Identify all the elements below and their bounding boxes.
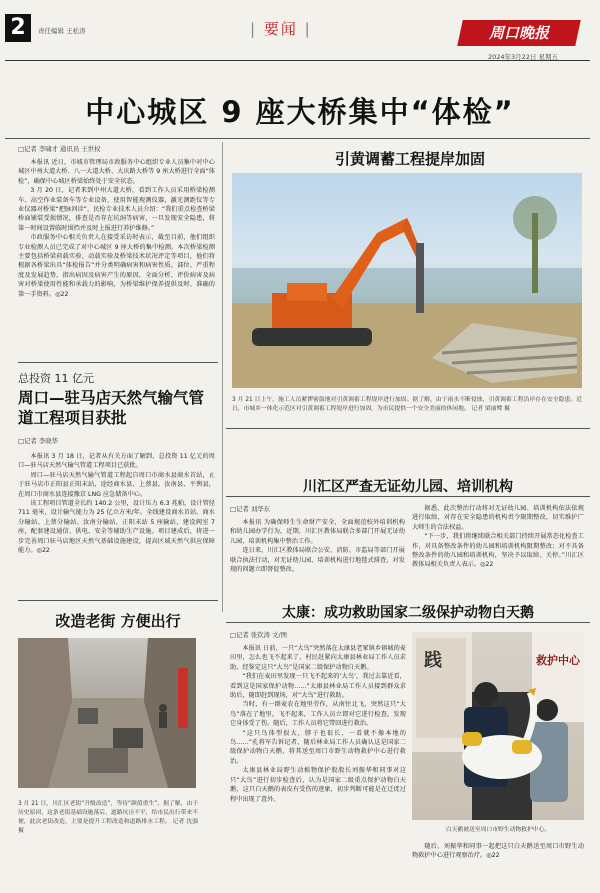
header-rule <box>5 60 590 61</box>
paragraph: 本报讯 近日，市城市管理局市政服务中心组织专业人员集中对中心城区中州大道大桥、八一大道大桥、大庆路大桥等 9 座大桥进行全面“体检”，确保中心城区桥梁始终处于安全状态。 <box>18 159 215 185</box>
excavator-illustration <box>232 173 582 388</box>
section-title: | 要闻 | <box>250 20 312 38</box>
brand-name: 周口晚报 <box>488 24 549 42</box>
paragraph: 周口—驻马店天然气输气管道工程起自周口市商水县商水首站，止于驻马店市正阳县正阳末站，途经商水县、上蔡县、汝南县、平舆县，在周口市商水县连接豫京 LNG 应急储备中心。 <box>18 471 215 498</box>
paragraph: 市政服务中心相关负责人在接受采访时表示，截至目前，他们组织专业检测人员已完成了对中心城区 9 座大桥的集中检测。本次桥梁检测主要包括桥梁荷载实验、动载实验及桥梁技术状况评定等项目，他们将根据各桥梁出具“体检报告”并分类明确病害和病害性质、部位、严重程度及发展趋势，指出病因及病害产生的原因，全面分析、评价病害及病害对桥梁使用性能和承载力的影响，为桥梁维护保养提供及时、准确的第一手资料。◎22 <box>18 234 215 298</box>
street-caption: 3 月 21 日，川汇区老街“升级改造”，等待“颜值重生”。据了解，由于历史原因，这条老街基础设施落后，道路坑洼不平，给市民出行带来不便，此次老街改造，主要是提升工程改造和道路排水工程。 记者 沈强 摄 <box>18 801 198 834</box>
street-headline: 改造老街 方便出行 <box>55 612 181 630</box>
paragraph: 该工程项目管道全长约 140.2 公里，设计压力 6.3 兆帕，设计管径 711 毫米，设计输气能力为 25 亿立方米/年。全线建设商水首站、商水分输站、上蔡分输站、汝南分输站、正阳末站 5 座输站，建设阀室 7 座，配套建设通信、供电、安全等辅助生产设施。项目建成后，将进一步完善周口驻马店地区天然气基础设施建设，提高区域天然气供应保障能力。◎22 <box>18 500 215 555</box>
street-photo <box>18 638 196 788</box>
page-number: 2 <box>10 15 26 40</box>
rule <box>226 428 590 429</box>
yellow-river-headline: 引黄调蓄工程提岸加固 <box>334 150 485 168</box>
editor-credit: 责任编辑 王松涛 <box>38 27 86 35</box>
column-divider <box>222 142 223 612</box>
paragraph: 当时，有一群麦农在地里劳作，从南往北飞，突然这只“大鸟”落在了地里，飞不起来，工作人员立即对它进行检查，发现它身体受了伤。随后，工作人员将它带回进行救治。 <box>230 701 406 728</box>
headline-rule <box>5 138 590 139</box>
yellow-river-caption: 3 月 21 日上午，施工人员紧锣密鼓地对引黄调蓄工程堤岸进行加固。据了解，由于雨水不断侵蚀，引黄调蓄工程沿岸存在安全隐患。近日，市城乡一体化示范区对引黄调蓄工程堤岸进行加固，为市民提供一个安全美丽的休闲地。 记者 梁丽鹭 摄 <box>232 397 582 412</box>
swan-caption: 白天鹅被送至周口市野生动物救护中心。 <box>445 827 551 833</box>
section-label: 要闻 <box>263 20 298 38</box>
rule <box>18 362 218 363</box>
swan-body <box>230 644 406 858</box>
sign-text: 践 <box>424 650 442 671</box>
paragraph: “这只鸟体型很大，脖子也很长，一看就不像本地的鸟……”孔将军告诉记者，随后林业局工作人员确认这是国家二级保护动物白天鹅，将其送至周口市野生动物救护中心进行救治。 <box>230 729 406 765</box>
paragraph: “我们在麦田里发现一只飞不起来的‘大鸟’，我过去靠近看，看到这是国家保护动物……”太康县林业局工作人员接到群众求助后，随即赶到现场，对“大鸟”进行救助。 <box>230 673 406 700</box>
swan-byline: □记者 张钦涛 文/图 <box>230 631 287 639</box>
paragraph: 连日来，川汇区教体局联合公安、消防、市监局等部门开展联合执法行动，对无证幼儿园、培训机构进行地毯式排查，对发现的问题立即督促整改。 <box>230 547 405 574</box>
swan-headline: 太康：成功救助国家二级保护动物白天鹅 <box>282 605 534 621</box>
swan-body-col2 <box>412 842 584 882</box>
pipeline-kicker: 总投资 11 亿元 <box>18 372 94 385</box>
paragraph: 随后，刘振华和同事一起把这只白天鹅送至周口市野生动物救护中心进行观察治疗。◎22 <box>412 843 584 860</box>
chuanhui-byline: □记者 刘华东 <box>230 505 271 513</box>
paragraph: 本报讯 为确保师生生命财产安全，全面规范校外培训机构和幼儿园办学行为，近期，川汇区教体局联合多部门开展无证幼儿园、培训机构集中整治工作。 <box>230 519 405 545</box>
paragraph: 本报讯 日前，一只“大鸟”突然落在太康县老冢镇乡镇城的麦田里，怎么也飞不起来了，村民赶紧向太康县林业局工作人员求助，经鉴定这只“大鸟”是国家二级保护动物白天鹅。 <box>230 645 406 671</box>
paragraph: 太康县林业局野生动植物保护股股长刘振华和同事对这只“大鸟”进行初步检查后，认为是国家二级重点保护动物白天鹅，这只白天鹅的表皮有受伤的迹象，初步判断可能是在迁徙过程中出现了意外。 <box>230 767 406 803</box>
chuanhui-body-col1 <box>230 518 405 596</box>
rule <box>226 496 590 497</box>
paragraph: 3 月 20 日，记者来到中州大道大桥，看到工作人员采用桥梁检测车、高空作业装备车等专业设备，使用智能观测仪器，激光测距仪等专业仪器对桥梁“把脉问诊”，民检专业技术人员介绍：“我们重点检查桥梁桥面铺装受损情况，排查是否存在坑洞等病害，一旦发现安全隐患，将第一时间设置临时围挡并及时上报进行养护维修。” <box>18 187 215 232</box>
pipeline-headline: 周口—驻马店天然气输气管道工程项目获批 <box>18 389 205 427</box>
main-article-body <box>18 158 215 354</box>
rule <box>18 600 218 601</box>
paragraph: 据悉，此次整治行动将对无证幼儿园、培训机构依法依规进行取缔，对存在安全隐患的机构责令限期整改，切实维护广大师生的合法权益。 <box>412 505 584 531</box>
swan-photo <box>412 632 584 820</box>
paragraph: “下一步，我们将继续联合相关部门持续开展常态化检查工作，对具备整改条件的幼儿园和培训机构限期整改；对不具备整改条件的幼儿园和培训机构，坚决予以取缔、关停。”川汇区教体局相关负责人表示。◎22 <box>412 533 584 569</box>
chuanhui-headline: 川汇区严查无证幼儿园、培训机构 <box>303 479 513 495</box>
pipeline-body <box>18 452 215 592</box>
main-byline: □记者 李啸才 通讯员 王世权 <box>18 145 101 153</box>
excavator-photo <box>232 173 582 388</box>
street-illustration <box>18 638 196 788</box>
pipeline-byline: □记者 李晓华 <box>18 437 59 445</box>
paragraph: 本报讯 3 月 18 日，记者从有关方面了解到，总投资 11 亿元的周口—驻马店天然气输气管道工程项目已获批。 <box>18 453 215 470</box>
rule <box>226 622 590 623</box>
main-headline: 中心城区 9 座大桥集中“体检” <box>85 95 515 129</box>
chuanhui-body-col2 <box>412 504 584 596</box>
sign-text: 救护中心 <box>536 654 580 667</box>
issue-date: 2024年3月22日 星期五 <box>488 53 559 61</box>
